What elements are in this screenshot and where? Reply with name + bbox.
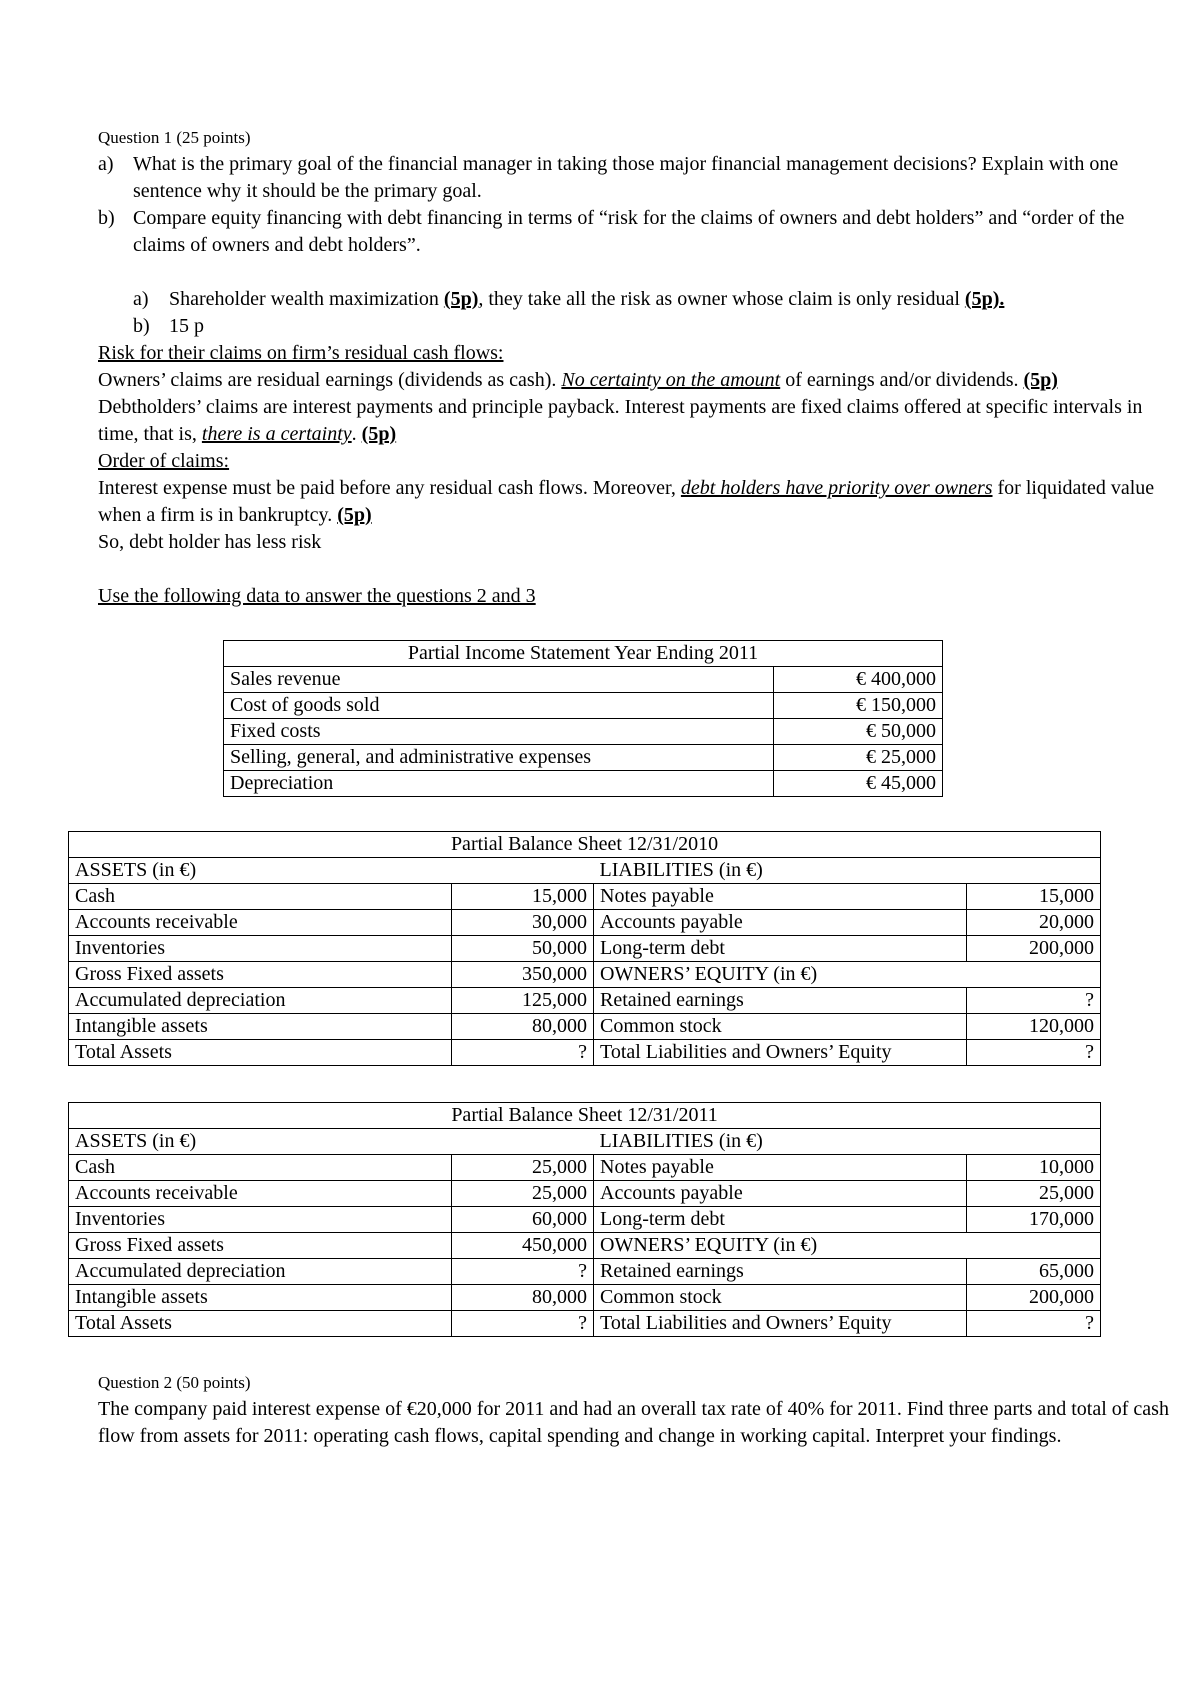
bs2010-row <box>69 1014 1101 1040</box>
liability-value: 170,000 <box>967 1207 1101 1233</box>
asset-label: Intangible assets <box>69 1014 452 1040</box>
balance-sheet-2011-table <box>68 1102 1101 1337</box>
answer-a <box>98 286 1178 313</box>
asset-value: 30,000 <box>452 910 594 936</box>
bs2010-row <box>69 962 1101 988</box>
debt-text-2: . <box>351 423 362 445</box>
income-value: € 50,000 <box>774 719 943 745</box>
liability-label: Long-term debt <box>594 936 967 962</box>
order-points: (5p) <box>337 504 372 526</box>
asset-label: Inventories <box>69 936 452 962</box>
owners-emphasis: No certainty on the amount <box>561 369 781 391</box>
question-2-text: The company paid interest expense of €20,000 for 2011 and had an overall tax rate of 40% for 2011. Find three parts and total of cash flow from assets for 2011: operating cash flows, capital spending and change in working capital. Interpret your findings. <box>98 1398 1169 1447</box>
bs2010-row <box>69 936 1101 962</box>
income-label: Fixed costs <box>224 719 774 745</box>
order-heading: Order of claims: <box>98 450 230 472</box>
question-1-header: Question 1 (25 points) <box>98 128 251 147</box>
question-1b <box>98 205 1178 259</box>
asset-label: Total Assets <box>69 1311 452 1337</box>
question-1b-text: Compare equity financing with debt financing in terms of “risk for the claims of owners and debt holders” and “order of the claims of owners and debt holders”. <box>133 207 1125 256</box>
order-text-2: for liquidated value when a firm is in bankruptcy. <box>98 477 1155 526</box>
bs2011-assets-header: ASSETS (in €) <box>69 1129 594 1155</box>
answer-a-label: a) <box>133 288 149 310</box>
asset-value: 450,000 <box>452 1233 594 1259</box>
question-1b-label: b) <box>98 207 115 229</box>
income-value: € 400,000 <box>774 667 943 693</box>
liability-label: Accounts payable <box>594 1181 967 1207</box>
liability-value: 20,000 <box>967 910 1101 936</box>
question-1a-text: What is the primary goal of the financial manager in taking those major financial management decisions? Explain with one sentence why it should be the primary goal. <box>133 153 1119 202</box>
answer-b <box>98 313 1178 340</box>
owners-text-1: Owners’ claims are residual earnings (dividends as cash). <box>98 369 562 391</box>
asset-value: 125,000 <box>452 988 594 1014</box>
answer-a-points-1: (5p) <box>443 288 479 310</box>
bs2010-title-row <box>69 832 1101 858</box>
asset-value: ? <box>452 1311 594 1337</box>
bs2010-row <box>69 1040 1101 1066</box>
income-row <box>224 771 943 797</box>
asset-value: 80,000 <box>452 1014 594 1040</box>
asset-value: 350,000 <box>452 962 594 988</box>
owners-equity-header: OWNERS’ EQUITY (in €) <box>594 1233 1101 1259</box>
bs2011-section-header-row <box>69 1129 1101 1155</box>
debt-text-1: Debtholders’ claims are interest payments and principle payback. Interest payments are fixed claims offered at specific intervals in time, that is, <box>98 396 1143 445</box>
liability-value: 200,000 <box>967 936 1101 962</box>
income-label: Selling, general, and administrative expenses <box>224 745 774 771</box>
bs2010-row <box>69 884 1101 910</box>
asset-label: Accounts receivable <box>69 1181 452 1207</box>
asset-value: 25,000 <box>452 1155 594 1181</box>
bs2010-row <box>69 988 1101 1014</box>
bs2011-title: Partial Balance Sheet 12/31/2011 <box>69 1103 1101 1129</box>
asset-value: 50,000 <box>452 936 594 962</box>
bs2010-section-header-row <box>69 858 1101 884</box>
asset-value: 80,000 <box>452 1285 594 1311</box>
answer-a-text-1: Shareholder wealth maximization <box>169 288 439 310</box>
liability-label: Total Liabilities and Owners’ Equity <box>594 1040 967 1066</box>
liability-label: Common stock <box>594 1285 967 1311</box>
liability-value: ? <box>967 988 1101 1014</box>
bs2011-row <box>69 1181 1101 1207</box>
liability-label: Notes payable <box>594 884 967 910</box>
asset-label: Gross Fixed assets <box>69 962 452 988</box>
risk-heading: Risk for their claims on firm’s residual cash flows: <box>98 342 504 364</box>
order-emphasis: debt holders have priority over owners <box>680 477 993 499</box>
question-2-section <box>98 1369 1178 1450</box>
income-statement-table <box>223 640 943 797</box>
liability-label: Total Liabilities and Owners’ Equity <box>594 1311 967 1337</box>
income-row <box>224 719 943 745</box>
asset-value: 60,000 <box>452 1207 594 1233</box>
income-value: € 25,000 <box>774 745 943 771</box>
conclusion: So, debt holder has less risk <box>98 531 322 553</box>
liability-value: 200,000 <box>967 1285 1101 1311</box>
income-title: Partial Income Statement Year Ending 2011 <box>224 641 943 667</box>
income-label: Depreciation <box>224 771 774 797</box>
liability-label: Accounts payable <box>594 910 967 936</box>
income-title-row <box>224 641 943 667</box>
owners-points: (5p) <box>1023 369 1058 391</box>
asset-label: Cash <box>69 884 452 910</box>
debt-claims-paragraph <box>98 394 1178 448</box>
asset-value: ? <box>452 1040 594 1066</box>
asset-label: Gross Fixed assets <box>69 1233 452 1259</box>
liability-value: 25,000 <box>967 1181 1101 1207</box>
answer-a-text-2: , they take all the risk as owner whose claim is only residual <box>478 288 960 310</box>
income-value: € 45,000 <box>774 771 943 797</box>
liability-label: Retained earnings <box>594 1259 967 1285</box>
liability-value: ? <box>967 1040 1101 1066</box>
bs2011-row <box>69 1259 1101 1285</box>
order-text-1: Interest expense must be paid before any residual cash flows. Moreover, <box>98 477 681 499</box>
owners-text-2: of earnings and/or dividends. <box>780 369 1024 391</box>
income-value: € 150,000 <box>774 693 943 719</box>
liability-value: 65,000 <box>967 1259 1101 1285</box>
liability-value: 10,000 <box>967 1155 1101 1181</box>
bs2011-row <box>69 1233 1101 1259</box>
asset-label: Intangible assets <box>69 1285 452 1311</box>
income-row <box>224 745 943 771</box>
answer-b-label: b) <box>133 315 150 337</box>
asset-value: ? <box>452 1259 594 1285</box>
liability-label: Notes payable <box>594 1155 967 1181</box>
asset-label: Inventories <box>69 1207 452 1233</box>
bs2011-row <box>69 1155 1101 1181</box>
liability-value: ? <box>967 1311 1101 1337</box>
liability-value: 15,000 <box>967 884 1101 910</box>
bs2010-title: Partial Balance Sheet 12/31/2010 <box>69 832 1101 858</box>
liability-label: Long-term debt <box>594 1207 967 1233</box>
asset-value: 15,000 <box>452 884 594 910</box>
income-row <box>224 667 943 693</box>
income-label: Sales revenue <box>224 667 774 693</box>
answer-b-text: 15 p <box>169 315 204 337</box>
asset-label: Total Assets <box>69 1040 452 1066</box>
question-2-header: Question 2 (50 points) <box>98 1373 251 1392</box>
owners-claims-paragraph <box>98 367 1178 394</box>
use-data-instruction: Use the following data to answer the questions 2 and 3 <box>98 585 536 607</box>
bs2011-title-row <box>69 1103 1101 1129</box>
bs2010-row <box>69 910 1101 936</box>
bs2011-row <box>69 1207 1101 1233</box>
owners-equity-header: OWNERS’ EQUITY (in €) <box>594 962 1101 988</box>
asset-label: Cash <box>69 1155 452 1181</box>
answer-a-points-2: (5p). <box>964 288 1005 310</box>
liability-value: 120,000 <box>967 1014 1101 1040</box>
bs2011-row <box>69 1311 1101 1337</box>
balance-sheet-2010-table <box>68 831 1101 1066</box>
liability-label: Retained earnings <box>594 988 967 1014</box>
income-label: Cost of goods sold <box>224 693 774 719</box>
asset-label: Accumulated depreciation <box>69 988 452 1014</box>
question-1-section <box>98 124 1178 610</box>
bs2011-row <box>69 1285 1101 1311</box>
debt-points: (5p) <box>361 423 397 445</box>
order-paragraph <box>98 475 1178 529</box>
question-1a <box>98 151 1178 205</box>
bs2010-assets-header: ASSETS (in €) <box>69 858 594 884</box>
asset-label: Accounts receivable <box>69 910 452 936</box>
asset-value: 25,000 <box>452 1181 594 1207</box>
bs2010-liabilities-header: LIABILITIES (in €) <box>594 858 1101 884</box>
income-row <box>224 693 943 719</box>
debt-emphasis: there is a certainty <box>201 423 352 445</box>
question-1a-label: a) <box>98 153 114 175</box>
liability-label: Common stock <box>594 1014 967 1040</box>
asset-label: Accumulated depreciation <box>69 1259 452 1285</box>
bs2011-liabilities-header: LIABILITIES (in €) <box>594 1129 1101 1155</box>
